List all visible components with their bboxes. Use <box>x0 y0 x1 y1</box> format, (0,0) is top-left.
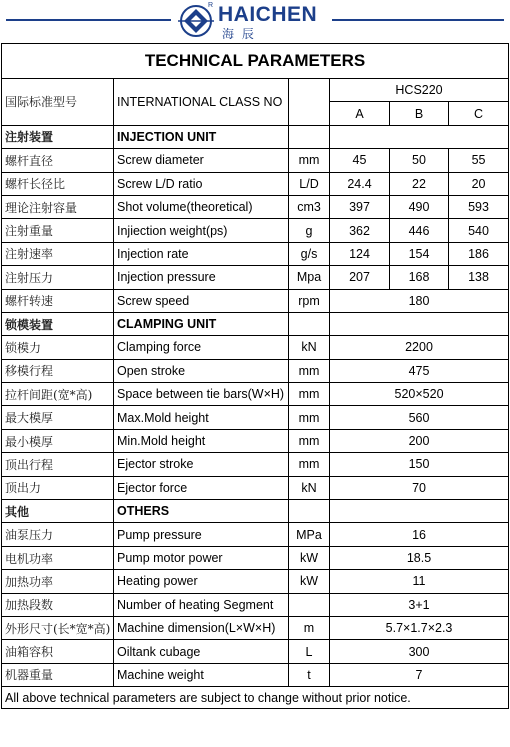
class-label-cn: 国际标准型号 <box>2 79 114 126</box>
param-cn: 螺杆转速 <box>2 289 114 312</box>
param-cn: 顶出行程 <box>2 453 114 476</box>
param-cn: 最大模厚 <box>2 406 114 429</box>
param-unit: mm <box>289 406 330 429</box>
param-value: 2200 <box>330 336 509 359</box>
technical-parameters-table <box>1 43 509 709</box>
header-rule-left <box>6 19 171 21</box>
param-value-a: 207 <box>330 266 390 289</box>
param-en: Screw L/D ratio <box>114 172 289 195</box>
param-unit: m <box>289 616 330 639</box>
param-unit: Mpa <box>289 266 330 289</box>
param-unit: MPa <box>289 523 330 546</box>
table-row <box>2 195 509 218</box>
table-row <box>2 476 509 499</box>
param-cn: 油箱容积 <box>2 640 114 663</box>
param-value: 200 <box>330 429 509 452</box>
table-row <box>2 593 509 616</box>
param-value-c: 20 <box>449 172 509 195</box>
table-row <box>2 149 509 172</box>
param-unit: kW <box>289 570 330 593</box>
param-en: Injiection weight(ps) <box>114 219 289 242</box>
param-cn: 移模行程 <box>2 359 114 382</box>
empty-cell <box>289 500 330 523</box>
variant-c: C <box>449 102 509 125</box>
param-value: 150 <box>330 453 509 476</box>
param-value-b: 168 <box>390 266 449 289</box>
param-value-c: 186 <box>449 242 509 265</box>
param-unit: mm <box>289 383 330 406</box>
table-row <box>2 289 509 312</box>
table-title: TECHNICAL PARAMETERS <box>2 44 509 79</box>
param-value-b: 22 <box>390 172 449 195</box>
param-value: 11 <box>330 570 509 593</box>
param-unit: kN <box>289 476 330 499</box>
param-en: Screw speed <box>114 289 289 312</box>
param-value: 3+1 <box>330 593 509 616</box>
table-row <box>2 523 509 546</box>
empty-cell <box>330 312 509 335</box>
param-cn: 注射压力 <box>2 266 114 289</box>
param-cn: 加热段数 <box>2 593 114 616</box>
param-cn: 拉杆间距(宽*高) <box>2 383 114 406</box>
param-en: Number of heating Segment <box>114 593 289 616</box>
section-header <box>2 125 509 148</box>
section-title-en: OTHERS <box>114 500 289 523</box>
param-unit: mm <box>289 453 330 476</box>
param-cn: 最小模厚 <box>2 429 114 452</box>
param-value-a: 45 <box>330 149 390 172</box>
table-row <box>2 453 509 476</box>
class-unit-cell <box>289 79 330 126</box>
param-value: 7 <box>330 663 509 686</box>
variant-b: B <box>390 102 449 125</box>
param-value-c: 540 <box>449 219 509 242</box>
param-unit: g/s <box>289 242 330 265</box>
param-cn: 外形尺寸(长*宽*高) <box>2 616 114 639</box>
haichen-logo-icon <box>176 4 216 38</box>
param-en: Ejector force <box>114 476 289 499</box>
header-banner <box>0 0 510 42</box>
param-en: Machine dimension(L×W×H) <box>114 616 289 639</box>
param-value-c: 55 <box>449 149 509 172</box>
param-value: 475 <box>330 359 509 382</box>
param-en: Clamping force <box>114 336 289 359</box>
param-unit: mm <box>289 149 330 172</box>
table-row <box>2 219 509 242</box>
table-row <box>2 266 509 289</box>
param-unit: kN <box>289 336 330 359</box>
param-en: Oiltank cubage <box>114 640 289 663</box>
param-unit <box>289 593 330 616</box>
table-row <box>2 570 509 593</box>
brand-name: HAICHEN <box>218 3 318 26</box>
empty-cell <box>330 125 509 148</box>
param-en: Injection rate <box>114 242 289 265</box>
param-en: Heating power <box>114 570 289 593</box>
param-value-c: 138 <box>449 266 509 289</box>
param-unit: kW <box>289 546 330 569</box>
brand-name-cn: 海 辰 <box>222 27 256 41</box>
param-cn: 顶出力 <box>2 476 114 499</box>
param-value-b: 50 <box>390 149 449 172</box>
param-cn: 螺杆长径比 <box>2 172 114 195</box>
table-row <box>2 172 509 195</box>
registered-mark: R <box>208 2 214 9</box>
class-label-en: INTERNATIONAL CLASS NO <box>114 79 289 126</box>
table-row <box>2 359 509 382</box>
param-en: Pump pressure <box>114 523 289 546</box>
param-en: Machine weight <box>114 663 289 686</box>
param-value-b: 446 <box>390 219 449 242</box>
param-cn: 理论注射容量 <box>2 195 114 218</box>
param-value: 560 <box>330 406 509 429</box>
param-en: Min.Mold height <box>114 429 289 452</box>
param-unit: mm <box>289 429 330 452</box>
param-unit: cm3 <box>289 195 330 218</box>
table-row <box>2 663 509 686</box>
param-en: Max.Mold height <box>114 406 289 429</box>
empty-cell <box>289 125 330 148</box>
param-cn: 油泵压力 <box>2 523 114 546</box>
param-cn: 注射重量 <box>2 219 114 242</box>
param-value-a: 397 <box>330 195 390 218</box>
param-en: Open stroke <box>114 359 289 382</box>
param-unit: L <box>289 640 330 663</box>
section-title-en: INJECTION UNIT <box>114 125 289 148</box>
param-unit: rpm <box>289 289 330 312</box>
param-unit: mm <box>289 359 330 382</box>
param-value: 16 <box>330 523 509 546</box>
param-value: 18.5 <box>330 546 509 569</box>
section-title-cn: 锁模装置 <box>2 312 114 335</box>
param-en: Injection pressure <box>114 266 289 289</box>
param-value-a: 24.4 <box>330 172 390 195</box>
variant-a: A <box>330 102 390 125</box>
param-cn: 注射速率 <box>2 242 114 265</box>
section-header <box>2 500 509 523</box>
param-value-a: 124 <box>330 242 390 265</box>
param-unit: L/D <box>289 172 330 195</box>
table-row <box>2 616 509 639</box>
section-title-cn: 其他 <box>2 500 114 523</box>
table-row <box>2 640 509 663</box>
table-row <box>2 546 509 569</box>
param-value-c: 593 <box>449 195 509 218</box>
param-cn: 锁模力 <box>2 336 114 359</box>
param-value: 70 <box>330 476 509 499</box>
header-rule-right <box>332 19 504 21</box>
section-header <box>2 312 509 335</box>
empty-cell <box>330 500 509 523</box>
table-row <box>2 429 509 452</box>
table-row <box>2 383 509 406</box>
param-value-b: 154 <box>390 242 449 265</box>
param-en: Space between tie bars(W×H) <box>114 383 289 406</box>
section-title-cn: 注射装置 <box>2 125 114 148</box>
empty-cell <box>289 312 330 335</box>
param-value: 300 <box>330 640 509 663</box>
param-value: 180 <box>330 289 509 312</box>
param-cn: 螺杆直径 <box>2 149 114 172</box>
param-unit: g <box>289 219 330 242</box>
param-value-b: 490 <box>390 195 449 218</box>
param-en: Ejector stroke <box>114 453 289 476</box>
table-row <box>2 406 509 429</box>
param-unit: t <box>289 663 330 686</box>
param-en: Screw diameter <box>114 149 289 172</box>
section-title-en: CLAMPING UNIT <box>114 312 289 335</box>
param-en: Pump motor power <box>114 546 289 569</box>
param-en: Shot volume(theoretical) <box>114 195 289 218</box>
disclaimer-notice: All above technical parameters are subject to change without prior notice. <box>2 687 509 709</box>
param-value: 520×520 <box>330 383 509 406</box>
param-cn: 加热功率 <box>2 570 114 593</box>
param-value: 5.7×1.7×2.3 <box>330 616 509 639</box>
param-cn: 电机功率 <box>2 546 114 569</box>
param-cn: 机器重量 <box>2 663 114 686</box>
param-value-a: 362 <box>330 219 390 242</box>
model-number: HCS220 <box>330 79 509 102</box>
table-row <box>2 336 509 359</box>
table-row <box>2 242 509 265</box>
